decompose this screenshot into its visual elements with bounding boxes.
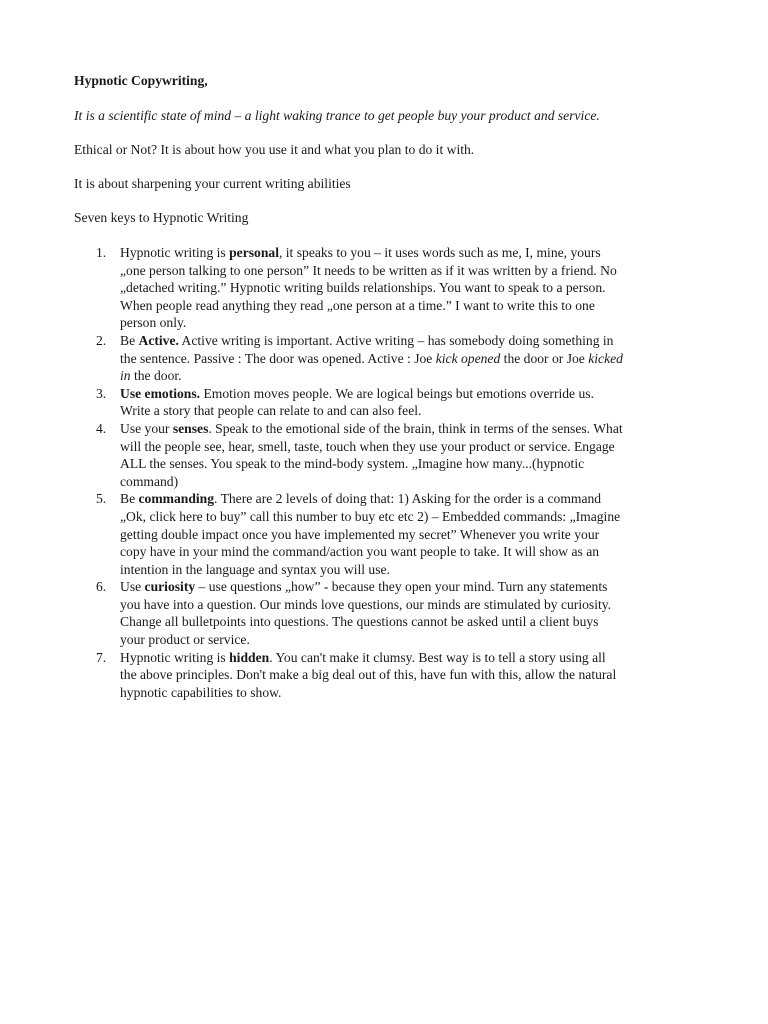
text-run: Be — [120, 332, 139, 348]
text-run: Emotion moves people. We are logical beings but emotions override us. — [200, 385, 594, 401]
text-run: Use your — [120, 420, 173, 436]
list-number: 2. — [96, 332, 107, 348]
list-line — [120, 420, 696, 438]
list-line — [120, 350, 696, 368]
list-line — [120, 332, 696, 350]
list-line: your product or service. — [120, 632, 250, 648]
document-subtitle: It is a scientific state of mind – a light waking trance to get people buy your product and service. — [74, 108, 600, 123]
list-number: 5. — [96, 491, 107, 507]
text-run: Be — [120, 491, 139, 507]
list-line: will the people see, hear, smell, taste, touch when they use your product or service. Engage — [120, 438, 615, 454]
document-page — [74, 72, 696, 701]
bold-keyword: Use emotions. — [120, 385, 201, 401]
list-number: 7. — [96, 649, 107, 665]
list-item — [74, 578, 696, 648]
list-line — [120, 385, 696, 403]
list-line — [120, 367, 696, 385]
paragraph-ethics: Ethical or Not? It is about how you use it and what you plan to do it with. — [74, 142, 475, 157]
list-line: „Ok, click here to buy” call this number to buy etc etc 2) – Embedded commands: „Imagine — [120, 508, 621, 524]
text-run: the door or Joe — [500, 350, 589, 366]
bold-keyword: personal — [229, 245, 279, 260]
list-number: 4. — [96, 420, 107, 436]
list-line — [120, 578, 696, 596]
text-run: . Speak to the emotional side of the brain, think in terms of the senses. What — [208, 420, 623, 436]
list-number: 6. — [96, 579, 107, 595]
seven-keys-list — [74, 244, 696, 701]
list-line: When people read anything they read „one person at a time.” I want to write this to one — [120, 297, 595, 313]
text-run: the sentence. Passive : The door was opened. Active : Joe — [120, 350, 436, 366]
list-number: 3. — [96, 385, 107, 401]
list-line: hypnotic capabilities to show. — [120, 684, 282, 700]
document-title: Hypnotic Copywriting, — [74, 73, 208, 88]
bold-keyword: senses — [172, 420, 209, 436]
list-line: copy have in your mind the command/action you want people to take. It will show as an — [120, 544, 600, 560]
list-line: ALL the senses. You speak to the mind-body system. „Imagine how many...(hypnotic — [120, 456, 585, 472]
list-item — [74, 490, 696, 578]
list-line: person only. — [120, 315, 187, 331]
text-run: Hypnotic writing is — [120, 649, 230, 665]
text-run: . There are 2 levels of doing that: 1) Asking for the order is a command — [214, 491, 602, 507]
italic-phrase: in — [120, 368, 131, 384]
paragraph-abilities: It is about sharpening your current writing abilities — [74, 176, 351, 191]
list-line: Change all bulletpoints into questions. The questions cannot be asked until a client buys — [120, 614, 599, 630]
list-item — [74, 385, 696, 420]
text-run: the door. — [130, 368, 182, 384]
list-item — [74, 420, 696, 490]
italic-phrase: kicked — [588, 350, 623, 366]
bold-keyword: Active. — [138, 332, 179, 348]
list-line — [120, 490, 696, 508]
italic-phrase: kick opened — [435, 350, 501, 366]
list-line: you have into a question. Our minds love questions, our minds are stimulated by curiosity. — [120, 596, 612, 612]
list-line: getting double impact once you have implemented my secret” Whenever you write your — [120, 526, 600, 542]
list-line: intention in the language and syntax you will use. — [120, 561, 390, 577]
list-number: 1. — [96, 245, 107, 260]
list-line — [120, 649, 696, 667]
list-line: „detached writing.” Hypnotic writing builds relationships. You want to speak to a person. — [120, 280, 606, 296]
list-item — [74, 649, 696, 702]
text-run: – use questions „how” - because they open your mind. Turn any statements — [195, 579, 608, 595]
list-line: Write a story that people can relate to and can also feel. — [120, 403, 422, 419]
list-line: „one person talking to one person” It needs to be written as if it was written by a friend. No — [120, 262, 617, 278]
text-run: Use — [120, 579, 145, 595]
bold-keyword: curiosity — [144, 579, 196, 595]
text-run: , it speaks to you – it uses words such as me, I, mine, yours — [278, 245, 601, 260]
list-item — [74, 244, 696, 332]
text-run: . You can't make it clumsy. Best way is to tell a story using all — [269, 649, 606, 665]
list-line — [120, 244, 696, 262]
text-run: Active writing is important. Active writing – has somebody doing something in — [178, 332, 614, 348]
text-run: Hypnotic writing is — [120, 245, 230, 260]
section-heading-seven-keys: Seven keys to Hypnotic Writing — [74, 210, 249, 225]
list-line: command) — [120, 473, 179, 489]
bold-keyword: hidden — [229, 649, 270, 665]
list-line: the above principles. Don't make a big deal out of this, have fun with this, allow the natural — [120, 667, 617, 683]
list-item — [74, 332, 696, 385]
bold-keyword: commanding — [138, 491, 215, 507]
